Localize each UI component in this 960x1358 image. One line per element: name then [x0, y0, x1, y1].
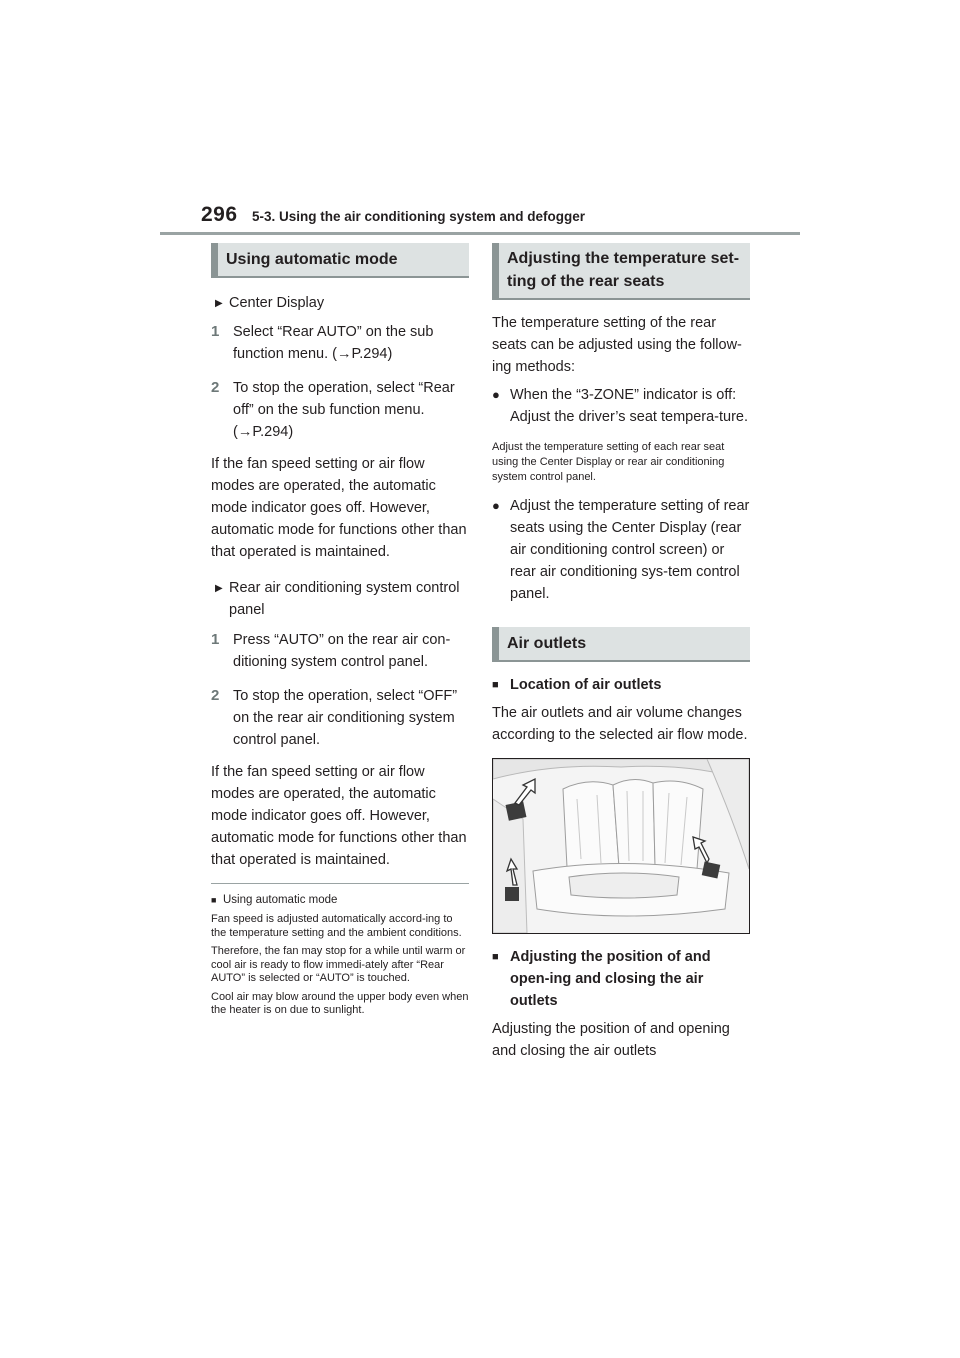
step-item: 1 Select “Rear AUTO” on the sub function menu. (→P.294) [211, 323, 434, 362]
adjusting-paragraph: Adjusting the position of and opening and closing the air outlets [492, 1021, 730, 1059]
square-bullet-icon: ■ [492, 951, 499, 963]
temperature-intro: The temperature setting of the rear seats can be adjusted using the follow-ing methods: [492, 315, 742, 375]
temperature-small-note: Adjust the temperature setting of each rear seat using the Center Display or rear air conditioning system control panel. [492, 441, 725, 483]
step-item: 2 To stop the operation, select “Rear off” on the sub function menu. (→P.294) [211, 379, 455, 440]
location-heading: ■ Location of air outlets [492, 674, 750, 696]
square-bullet-icon: ■ [211, 895, 217, 905]
center-display-label: ▶ Center Display [211, 292, 469, 315]
right-column [492, 243, 750, 1062]
triangle-right-icon: ▶ [215, 583, 223, 594]
circle-bullet-icon: ● [492, 498, 500, 513]
location-paragraph: The air outlets and air volume changes according to the selected air flow mode. [492, 705, 748, 743]
square-bullet-icon: ■ [492, 679, 499, 691]
adjusting-heading: ■ Adjusting the position of and open-ing and closing the air outlets [492, 946, 750, 1012]
rear-panel-label: ▶ Rear air conditioning system control panel [211, 577, 469, 621]
center-display-paragraph: If the fan speed setting or air flow modes are operated, the automatic mode indicator goes off. However, automatic mode for functions other than that operated is maintained. [211, 456, 467, 560]
page-number: 296 [201, 203, 238, 226]
notes-title: ■ Using automatic mode [211, 894, 338, 906]
left-column [211, 243, 469, 1018]
rear-temperature-heading: Adjusting the temperature set-ting of the rear seats [492, 243, 750, 300]
header-rule [160, 232, 800, 235]
air-outlets-heading: Air outlets [492, 627, 750, 662]
rear-seat-bullet: ● Adjust the temperature setting of rear seats using the Center Display (rear air conditioning control screen) or rear air conditioning sys-tem control panel. [492, 495, 750, 605]
note-paragraph: Therefore, the fan may stop for a while until warm or cool air is ready to flow immedi-ately after “Rear AUTO” is selected or “AUTO” is touched. [211, 945, 466, 984]
section-title: 5-3. Using the air conditioning system and defogger [252, 209, 586, 224]
note-paragraph: Cool air may blow around the upper body even when the heater is on due to sunlight. [211, 990, 469, 1016]
rear-seat-illustration [492, 758, 750, 934]
note-paragraph: Fan speed is adjusted automatically accord-ing to the temperature setting and the ambient conditions. [211, 913, 462, 939]
automatic-mode-heading: Using automatic mode [211, 243, 469, 278]
notes-divider [211, 883, 469, 884]
rear-panel-paragraph: If the fan speed setting or air flow modes are operated, the automatic mode indicator goes off. However, automatic mode for functions other than that operated is maintained. [211, 764, 467, 868]
circle-bullet-icon: ● [492, 387, 500, 402]
step-item: 2 To stop the operation, select “OFF” on the rear air conditioning system control panel. [211, 687, 458, 748]
three-zone-bullet: ● When the “3-ZONE” indicator is off: Adjust the driver’s seat tempera-ture. [492, 384, 750, 428]
step-item: 1 Press “AUTO” on the rear air con-ditioning system control panel. [211, 631, 451, 670]
triangle-right-icon: ▶ [215, 298, 223, 309]
